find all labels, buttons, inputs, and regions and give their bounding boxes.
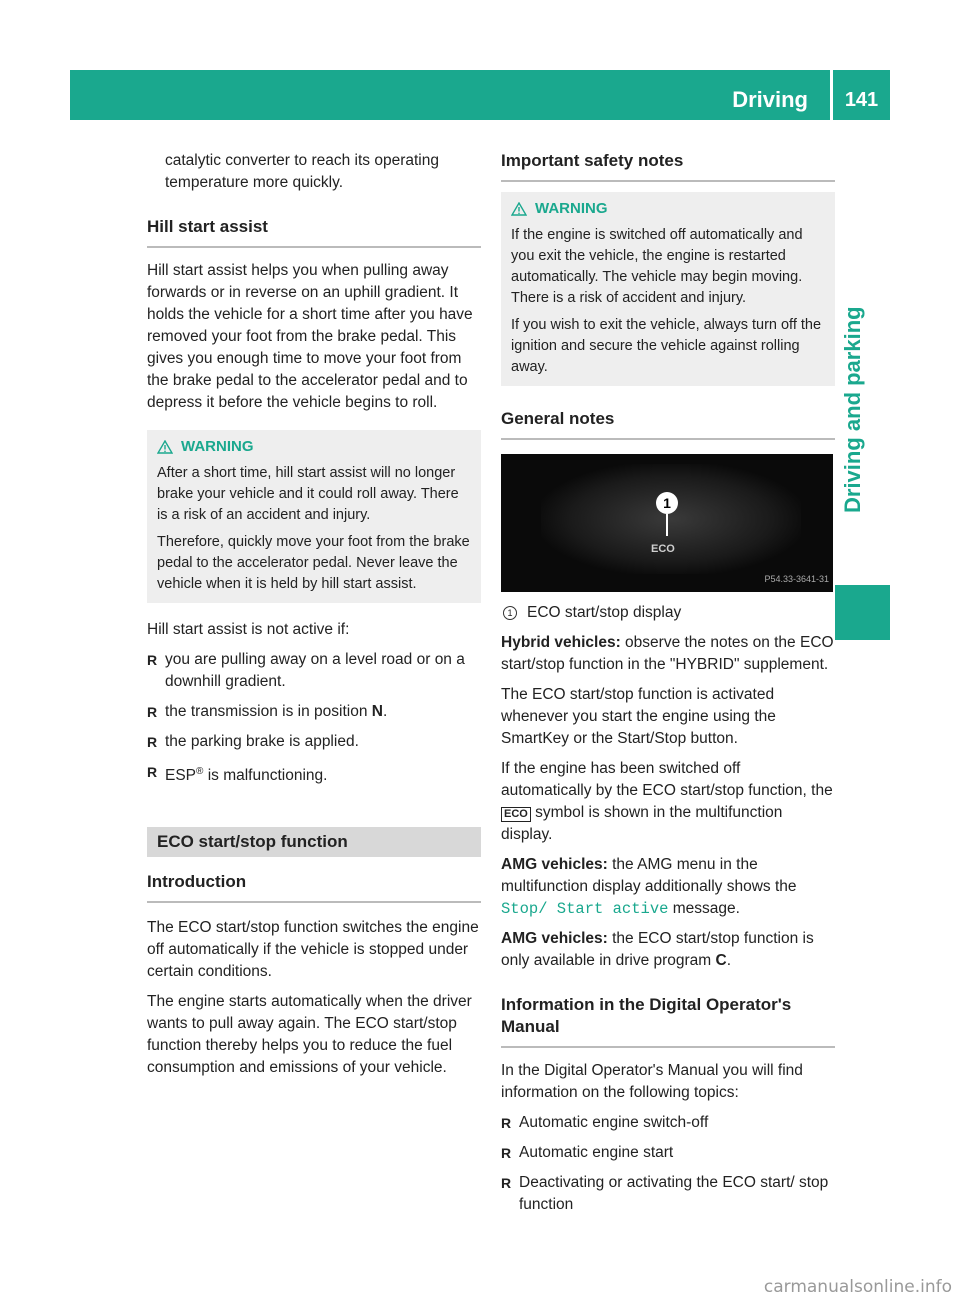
warning-triangle-icon <box>157 440 173 454</box>
warning-text-2: Therefore, quickly move your foot from the brake pedal to the accelerator pedal. Never leave the vehicle when it is held by hill start assist. <box>157 534 470 592</box>
right-column <box>501 150 835 1224</box>
topics-list <box>501 1112 835 1216</box>
list-item: R the transmission is in position N. <box>147 701 481 723</box>
warning-text-1: After a short time, hill start assist will no longer brake your vehicle and it could roll away. There is a risk of an accident and injury. <box>157 465 459 523</box>
introduction-paragraph-1: The ECO start/stop function switches the engine off automatically if the vehicle is stopped under certain conditions. <box>147 919 479 981</box>
left-column <box>147 150 481 1087</box>
warning-triangle-icon <box>511 202 527 216</box>
list-item: R ESP® is malfunctioning. <box>147 761 481 787</box>
general-notes-heading: General notes <box>501 408 835 440</box>
hill-start-heading: Hill start assist <box>147 216 481 248</box>
warning-box-hill <box>147 430 481 603</box>
caption-number: 1 <box>503 606 517 620</box>
page-number: 141 <box>844 89 879 111</box>
intro-continuation: catalytic converter to reach its operating temperature more quickly. <box>165 152 439 191</box>
warning-header <box>511 198 825 219</box>
warning-label: WARNING <box>181 438 254 455</box>
warning-box-eco <box>501 192 835 386</box>
hybrid-note: Hybrid vehicles: observe the notes on the ECO start/stop function in the "HYBRID" supplement. <box>501 634 834 673</box>
switched-off-note: If the engine has been switched off automatically by the ECO start/stop function, the ECO symbol is shown in the multifunction display. <box>501 760 833 843</box>
eco-display-label: ECO <box>651 543 675 555</box>
introduction-heading: Introduction <box>147 871 481 903</box>
eco-section-heading: ECO start/stop function <box>147 827 481 857</box>
list-item: R Automatic engine start <box>501 1142 835 1164</box>
warning-label: WARNING <box>535 200 608 217</box>
amg-note-1: AMG vehicles: the AMG menu in the multifunction display additionally shows the Stop/ Start active message. <box>501 856 797 918</box>
amg-note-2: AMG vehicles: the ECO start/stop function is only available in drive program C. <box>501 930 814 969</box>
hill-start-paragraph: Hill start assist helps you when pulling away forwards or in reverse on an uphill gradient. It holds the vehicle for a short time after you have removed your foot from the brake pedal. This gives you enough time to move your foot from the brake pedal to the accelerator pedal and to depress it before the vehicle begins to roll. <box>147 262 473 411</box>
side-tab-title: Driving and parking <box>840 306 865 514</box>
list-item: R you are pulling away on a level road or on a downhill gradient. <box>147 649 481 693</box>
not-active-list <box>147 649 481 787</box>
warning-text-2: If you wish to exit the vehicle, always turn off the ignition and secure the vehicle against rolling away. <box>511 317 822 375</box>
safety-notes-heading: Important safety notes <box>501 150 835 182</box>
warning-header <box>157 436 471 457</box>
caption-text: ECO start/stop display <box>527 604 682 621</box>
stop-start-message: Stop/ Start active <box>501 900 669 918</box>
digital-manual-heading: Information in the Digital Operator's Manual <box>501 994 835 1048</box>
not-active-intro: Hill start assist is not active if: <box>147 621 350 638</box>
eco-display-figure <box>501 454 833 592</box>
introduction-paragraph-2: The engine starts automatically when the driver wants to pull away again. The ECO start/stop function thereby helps you to reduce the fuel consumption and emissions of your vehicle. <box>147 993 472 1077</box>
figure-caption <box>501 602 835 624</box>
page-header <box>70 70 890 120</box>
side-tab-marker <box>835 585 890 640</box>
activation-note: The ECO start/stop function is activated whenever you start the engine using the SmartKey or the Start/Stop button. <box>501 686 776 747</box>
callout-line <box>666 514 668 536</box>
warning-text-1: If the engine is switched off automatically and you exit the vehicle, the engine is restarted automatically. The vehicle may begin moving. There is a risk of accident and injury. <box>511 227 803 306</box>
figure-callout: 1 <box>656 492 678 514</box>
eco-symbol-icon: ECO <box>501 807 531 822</box>
watermark: carmanualsonline.info <box>763 1277 952 1297</box>
list-item: R the parking brake is applied. <box>147 731 481 753</box>
figure-reference: P54.33-3641-31 <box>764 574 829 584</box>
list-item: R Deactivating or activating the ECO start/ stop function <box>501 1172 835 1216</box>
digital-manual-paragraph: In the Digital Operator's Manual you will find information on the following topics: <box>501 1062 803 1101</box>
chapter-title: Driving <box>732 87 808 112</box>
list-item: R Automatic engine switch-off <box>501 1112 835 1134</box>
